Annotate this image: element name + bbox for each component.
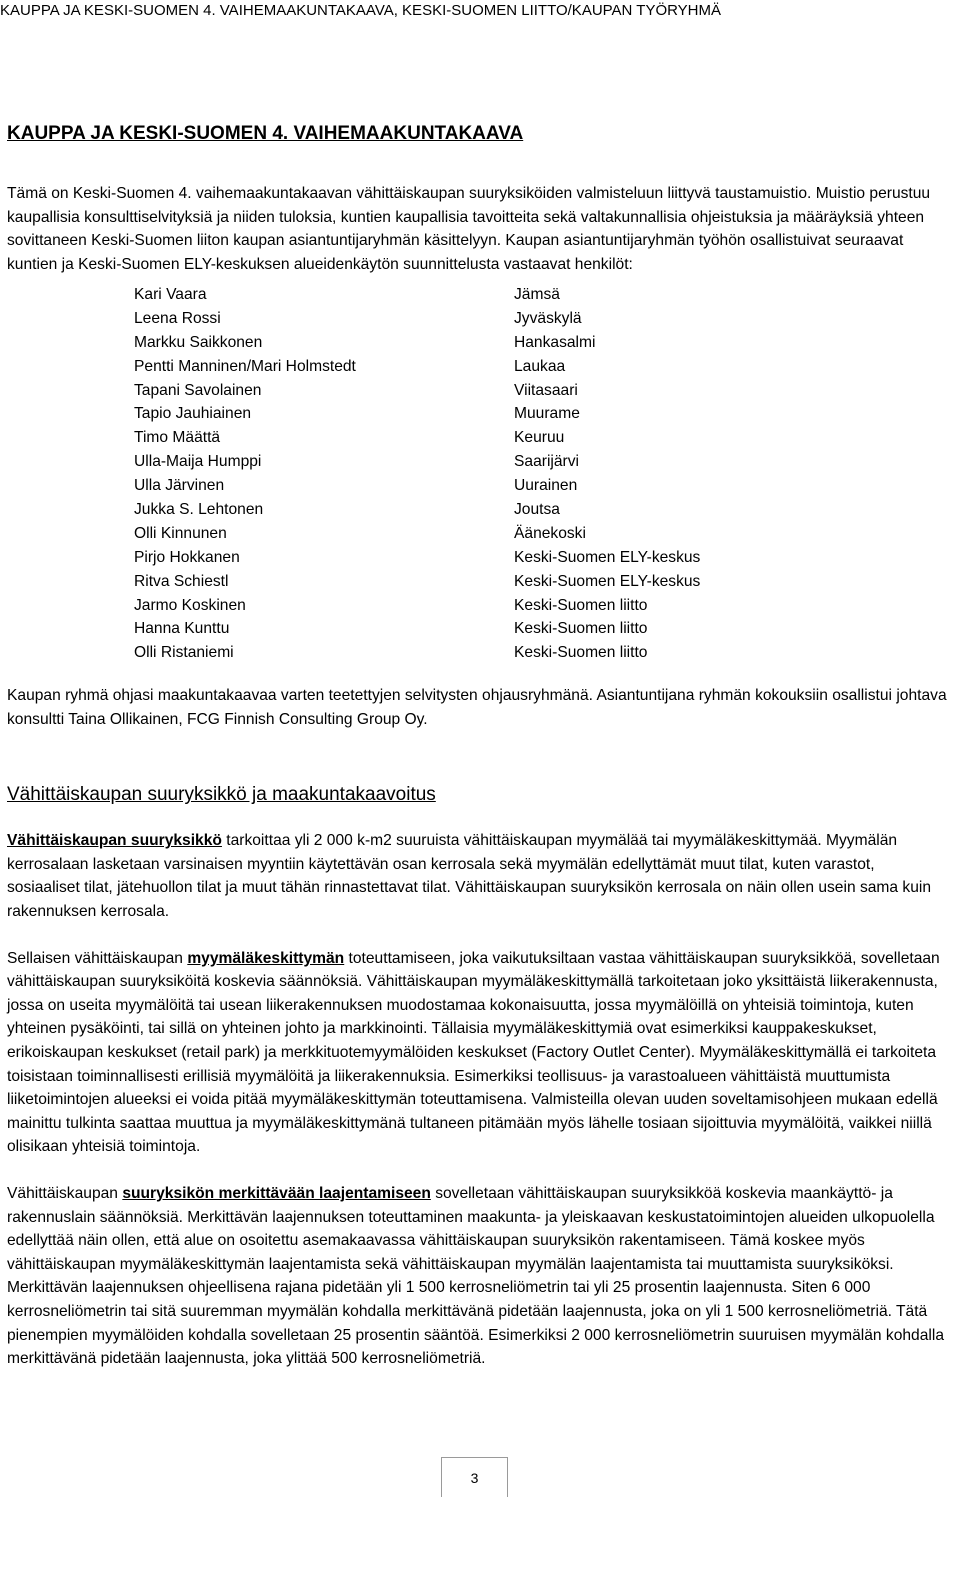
member-name: Hanna Kunttu <box>134 620 230 638</box>
member-row <box>7 522 951 546</box>
page-content <box>7 122 951 1371</box>
member-name: Jukka S. Lehtonen <box>134 501 264 519</box>
keskittyma-lead: Sellaisen vähittäiskaupan <box>7 949 188 967</box>
intro-continuation: Kaupan asiantuntijaryhmän työhön osallistuivat seuraavat kuntien ja Keski-Suomen ELY-keskuksen alueidenkäytön suunnittelusta vastaavat henkilöt: <box>7 232 904 273</box>
member-row <box>7 450 951 474</box>
term-laajentaminen: suuryksikön merkittävään laajentamiseen <box>122 1184 431 1202</box>
member-name: Ritva Schiestl <box>134 572 229 590</box>
member-organization: Keski-Suomen ELY-keskus <box>514 548 701 566</box>
laajentaminen-paragraph <box>7 1182 951 1371</box>
member-row <box>7 498 951 522</box>
keskittyma-paragraph <box>7 947 951 1159</box>
member-row <box>7 570 951 594</box>
member-row <box>7 307 951 331</box>
member-row <box>7 283 951 307</box>
member-name: Jarmo Koskinen <box>134 596 246 614</box>
intro-paragraph <box>7 182 951 276</box>
member-organization: Joutsa <box>514 501 560 519</box>
member-row <box>7 594 951 618</box>
member-organization: Laukaa <box>514 357 566 375</box>
member-row <box>7 546 951 570</box>
keskittyma-text: toteuttamiseen, joka vaikutuksiltaan vastaa vähittäiskaupan suuryksikköä, sovelletaan vähittäiskaupan suuryksiköitä koskevia säännöksiä. Vähittäiskaupan myymäläkeskittymällä tarkoitetaan joko yksittäistä liikerakennusta, jossa on useita myymälöitä tai usean liikerakennuksen muodostamaa kokonaisuutta, jossa myymälöillä on yhteisiä toimintoja, kuten yhteinen pysäköinti, tai sillä on yhteinen johto ja markkinointi. Tällaisia myymäläkeskittymiä ovat esimerkiksi kauppakeskukset, erikoiskaupan keskukset (retail park) ja merkkituotemyymälöiden keskukset (Factory Outlet Center). Myymäläkeskittymällä ei tarkoiteta toisistaan toiminnallisesti erillisiä myymälöitä ja liikerakennuksia. Esimerkiksi teollisuus- ja varastoalueen vähittäistä muuttumista liiketoimintojen alueeksi ei voida pitää myymäläkeskittymän toteuttamisena. Valmisteilla olevan uuden soveltamisohjeen mukaan edellä mainittu tulkinta saattaa muuttua ja myymäläkeskittymänä tultaneen pitämään myös lähelle tosiaan sijoittuvia myymälöitä, vaikkei niillä olisikaan yhteisiä toimintoja. <box>7 949 940 1156</box>
member-row <box>7 331 951 355</box>
member-name: Tapio Jauhiainen <box>134 405 252 423</box>
term-myymalakeskittyma: myymäläkeskittymän <box>187 949 345 967</box>
member-organization: Jämsä <box>514 286 560 303</box>
member-organization: Saarijärvi <box>514 453 579 471</box>
member-row <box>7 474 951 498</box>
member-row <box>7 426 951 450</box>
member-organization: Keuruu <box>514 429 565 447</box>
member-row <box>7 402 951 426</box>
definition-text: tarkoittaa yli 2 000 k-m2 suuruista vähittäiskaupan myymälää tai myymäläkeskittymää. Myymälän kerrosalaan lasketaan varsinaisen myyntiin käytettävän osan kerrosala sekä myymälän edellyttämät muut tilat, kuten varastot, sosiaaliset tilat, jätehuollon tilat ja muut tähän rinnastettavat tilat. Vähittäiskaupan suuryksikön kerrosala on näin ollen usein sama kuin rakennuksen kerrosala. <box>7 832 932 921</box>
closing-paragraph: Kaupan ryhmä ohjasi maakuntakaavaa varten teetettyjen selvitysten ohjausryhmänä. Asiantuntijana ryhmän kokouksiin osallistui johtava konsultti Taina Ollikainen, FCG Finnish Consulting Group Oy. <box>7 687 947 728</box>
member-name: Leena Rossi <box>134 309 221 327</box>
definition-paragraph <box>7 829 951 923</box>
member-organization: Keski-Suomen liitto <box>514 620 648 638</box>
member-name: Pentti Manninen/Mari Holmstedt <box>134 357 356 375</box>
member-name: Tapani Savolainen <box>134 381 262 399</box>
member-row <box>7 641 951 665</box>
member-list <box>7 283 951 665</box>
member-name: Olli Ristaniemi <box>134 644 234 662</box>
member-organization: Muurame <box>514 405 580 423</box>
member-organization: Keski-Suomen liitto <box>514 644 648 662</box>
member-name: Kari Vaara <box>134 286 207 303</box>
member-row <box>7 355 951 379</box>
laajentaminen-lead: Vähittäiskaupan <box>7 1184 123 1202</box>
page-number: 3 <box>441 1457 508 1497</box>
laajentaminen-text: sovelletaan vähittäiskaupan suuryksikköä koskevia maankäyttö- ja rakennuslain säännöksiä. Merkittävän laajennuksen toteuttaminen maakunta- ja yleiskaavan keskustatoimintojen alueiden ulkopuolella edellyttää näin ollen, että alue on osoitettu asemakaavassa vähittäiskaupan suuryksikön rakentamiseen. Tämä koskee myös vähittäiskaupan myymäläkeskittymän laajentamista sekä vähittäiskaupan myymälän laajentamista tai muuttamista suuryksiköksi. Merkittävän laajennuksen ohjeellisena rajana pidetään yli 1 500 kerrosneliömetrin tai yli 25 prosentin laajennusta. Siten 6 000 kerrosneliömetrin tai sitä suuremman myymälän kohdalla merkittävänä pidetään laajennusta, joka on yli 1 500 kerrosneliömetriä. Tätä pienempien myymälöiden kohdalla sovelletaan 25 prosentin sääntöä. Esimerkiksi 2 000 kerrosneliömetrin suuruisen myymälän kohdalla merkittävänä pidetään laajennusta, joka ylittää 500 kerrosneliömetriä. <box>7 1184 944 1368</box>
member-organization: Keski-Suomen liitto <box>514 596 648 614</box>
running-header: KAUPPA JA KESKI-SUOMEN 4. VAIHEMAAKUNTAKAAVA, KESKI-SUOMEN LIITTO/KAUPAN TYÖRYHMÄ <box>0 2 722 19</box>
member-row <box>7 379 951 403</box>
member-organization: Viitasaari <box>514 381 578 399</box>
member-organization: Uurainen <box>514 477 578 495</box>
section-heading: Vähittäiskaupan suuryksikkö ja maakuntakaavoitus <box>7 784 436 806</box>
member-organization: Äänekoski <box>514 524 586 542</box>
member-name: Timo Määttä <box>134 429 221 447</box>
member-organization: Keski-Suomen ELY-keskus <box>514 572 701 590</box>
intro-text: Tämä on Keski-Suomen 4. vaihemaakuntakaavan vähittäiskaupan suuryksiköiden valmisteluun liittyvä taustamuistio. Muistio perustuu kaupallisia konsulttiselvityksiä ja niiden tuloksia, kuntien kaupallisia tavoitteita sekä valtakunnallisia ohjeistuksia ja määräyksiä yhteen sovittaneen Keski-Suomen liiton kaupan asiantuntijaryhmän käsittelyyn. <box>7 185 931 249</box>
member-name: Ulla-Maija Humppi <box>134 453 262 471</box>
member-row <box>7 617 951 641</box>
member-organization: Hankasalmi <box>514 333 596 351</box>
member-organization: Jyväskylä <box>514 309 582 327</box>
member-name: Ulla Järvinen <box>134 477 225 495</box>
member-name: Olli Kinnunen <box>134 524 227 542</box>
document-title: KAUPPA JA KESKI-SUOMEN 4. VAIHEMAAKUNTAKAAVA <box>7 123 524 144</box>
member-name: Pirjo Hokkanen <box>134 548 240 566</box>
term-suuryksikko: Vähittäiskaupan suuryksikkö <box>7 832 222 850</box>
member-name: Markku Saikkonen <box>134 333 263 351</box>
